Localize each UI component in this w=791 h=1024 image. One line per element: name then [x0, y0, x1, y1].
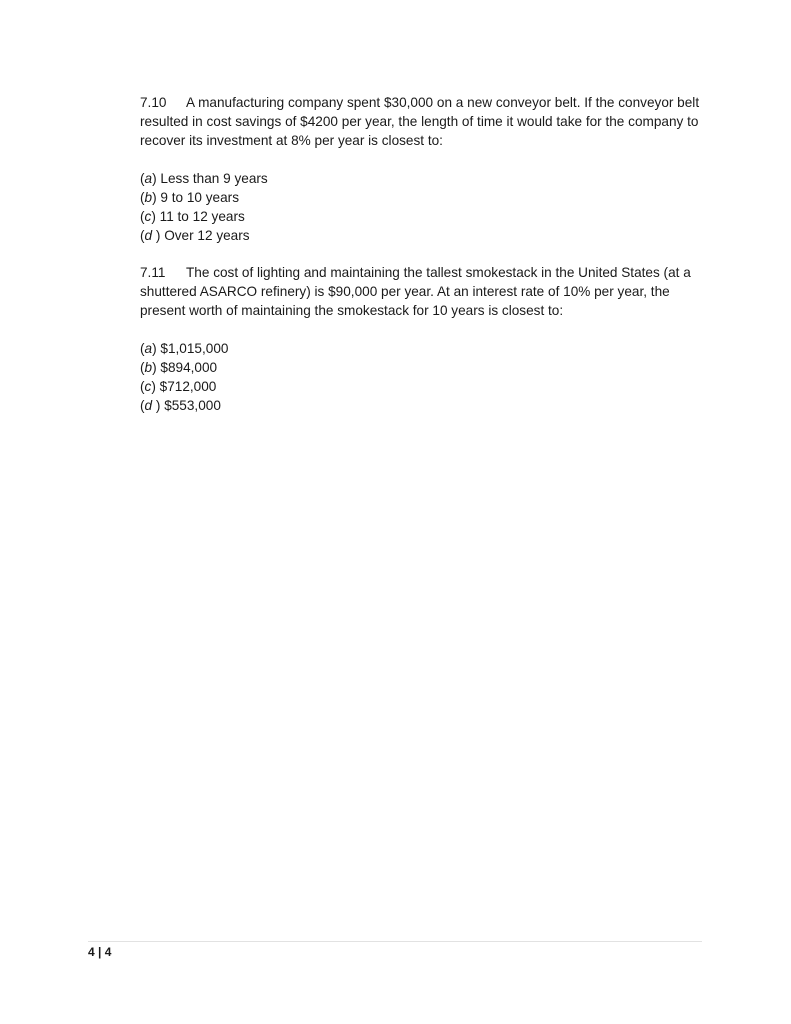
question-number: 7.11	[140, 265, 166, 280]
option-letter: d	[144, 398, 153, 413]
answer-option: (c) 11 to 12 years	[140, 209, 245, 224]
question-stem	[140, 93, 705, 150]
answer-option: (d ) Over 12 years	[140, 228, 250, 243]
option-letter: b	[144, 190, 153, 205]
answer-option: (d ) $553,000	[140, 398, 221, 413]
footer-divider	[88, 941, 702, 942]
option-text: Over 12 years	[164, 228, 250, 243]
option-letter: c	[144, 209, 152, 224]
option-letter: d	[144, 228, 153, 243]
option-text: Less than 9 years	[160, 171, 268, 186]
option-text: $553,000	[164, 398, 221, 413]
question-7-10	[140, 93, 705, 245]
question-7-11	[140, 263, 705, 415]
option-text: 9 to 10 years	[160, 190, 239, 205]
answer-option: (a) Less than 9 years	[140, 171, 268, 186]
question-stem	[140, 263, 705, 320]
option-letter: a	[144, 341, 153, 356]
option-letter: a	[144, 171, 153, 186]
question-text: A manufacturing company spent $30,000 on a new conveyor belt. If the conveyor belt resulted in cost savings of $4200 per year, the length of time it would take for the company to recover its investment at 8% per year is closest to:	[140, 95, 700, 148]
page-number: 4 | 4	[88, 945, 112, 959]
answer-option: (b) $894,000	[140, 360, 218, 375]
option-text: $712,000	[159, 379, 217, 394]
answer-options	[140, 339, 705, 415]
answer-option: (b) 9 to 10 years	[140, 190, 239, 205]
option-text: $1,015,000	[160, 341, 229, 356]
answer-option: (c) $712,000	[140, 379, 217, 394]
option-letter: b	[144, 360, 153, 375]
answer-option: (a) $1,015,000	[140, 341, 229, 356]
option-text: $894,000	[160, 360, 218, 375]
question-number: 7.10	[140, 95, 167, 110]
option-letter: c	[144, 379, 152, 394]
option-text: 11 to 12 years	[159, 209, 245, 224]
answer-options	[140, 169, 705, 245]
question-text: The cost of lighting and maintaining the tallest smokestack in the United States (at a shuttered ASARCO refinery) is $90,000 per year. At an interest rate of 10% per year, the present worth of maintaining the smokestack for 10 years is closest to:	[140, 265, 691, 318]
